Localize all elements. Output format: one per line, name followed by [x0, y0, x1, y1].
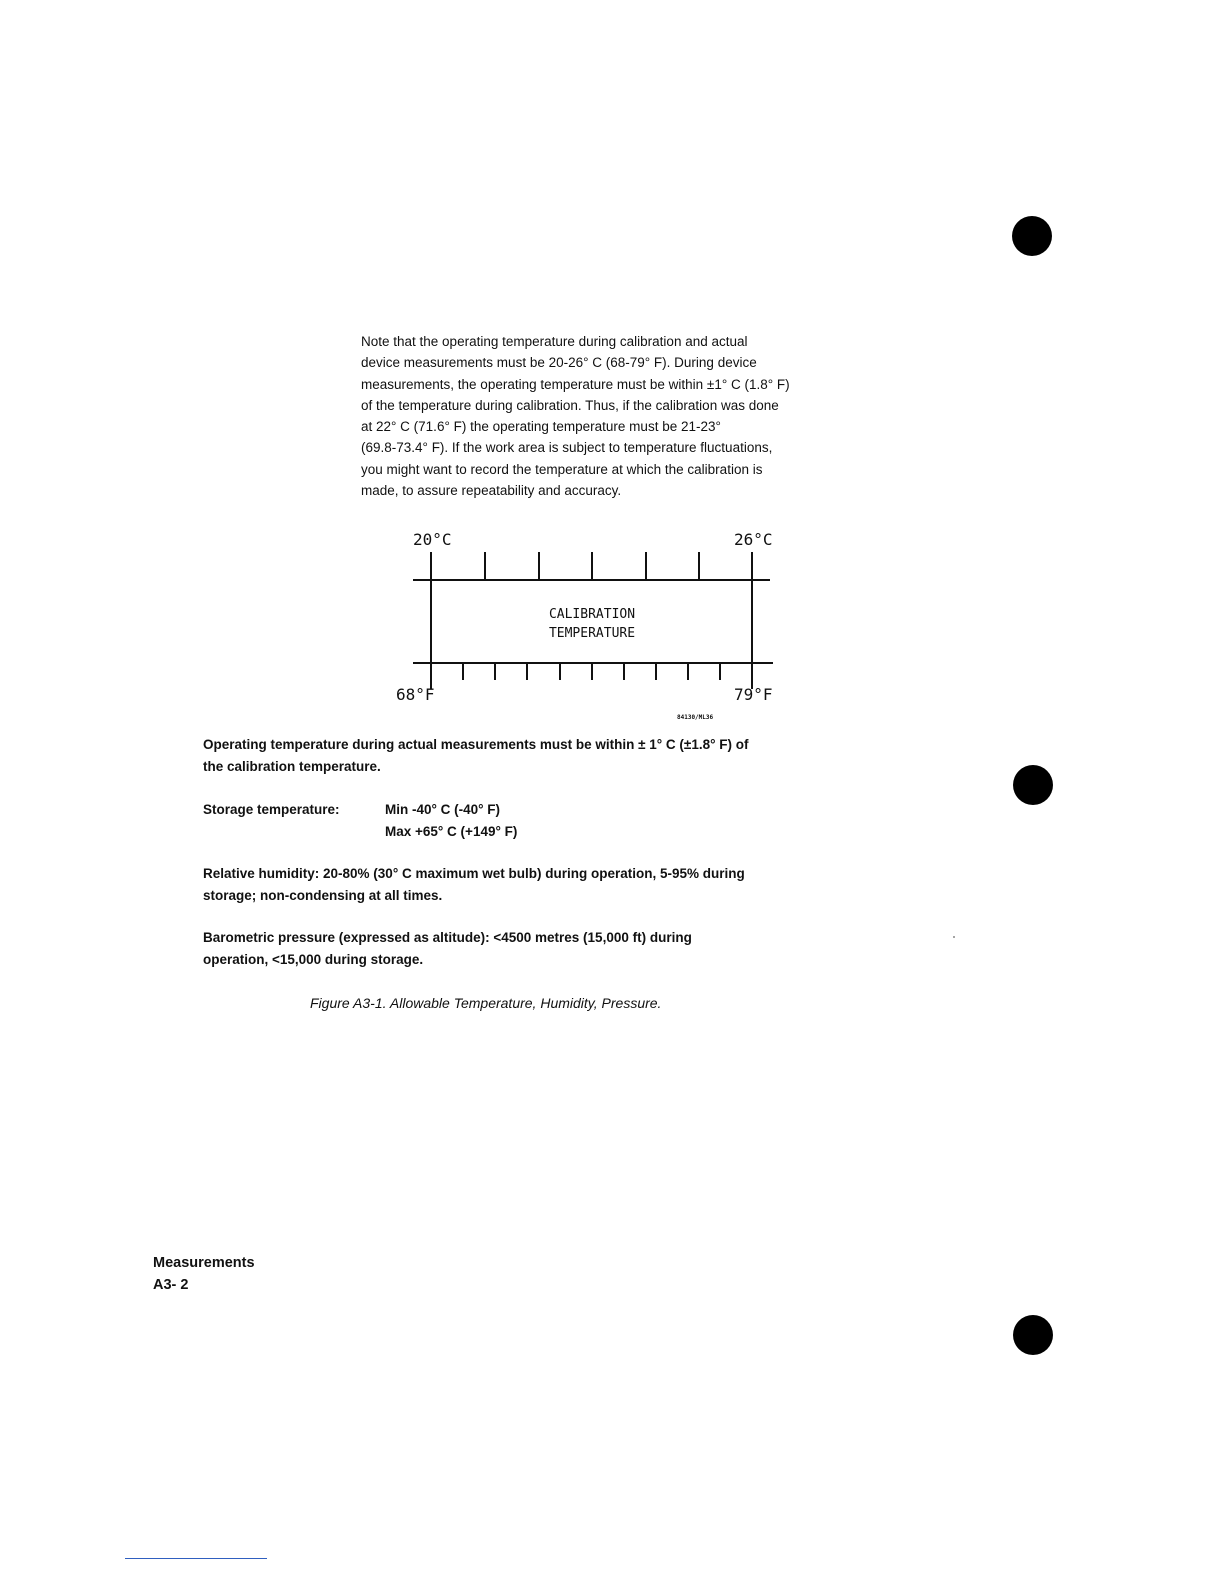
calibration-label-line1: CALIBRATION [548, 607, 636, 622]
fahrenheit-min-label: 68°F [396, 685, 435, 704]
storage-temperature-min: Min -40° C (-40° F) [385, 802, 501, 817]
intro-line: at 22° C (71.6° F) the operating temperature must be 21-23° [361, 419, 721, 435]
figure-caption: Figure A3-1. Allowable Temperature, Humidity, Pressure. [310, 995, 662, 1011]
calibration-temperature-diagram [0, 0, 1224, 760]
celsius-max-label: 26°C [734, 530, 773, 549]
intro-line: of the temperature during calibration. Thus, if the calibration was done [361, 397, 779, 413]
intro-line: (69.8-73.4° F). If the work area is subject to temperature fluctuations, [361, 440, 773, 456]
intro-line: measurements, the operating temperature must be within ±1° C (1.8° F) [361, 376, 790, 392]
footer-page-number: A3- 2 [153, 1277, 189, 1293]
fahrenheit-max-label: 79°F [734, 685, 773, 704]
intro-line: you might want to record the temperature at which the calibration is [361, 461, 763, 477]
figure-code: 84130/ML36 [677, 714, 714, 721]
fahrenheit-scale [413, 663, 773, 689]
intro-line: device measurements must be 20-26° C (68-79° F). During device [361, 355, 757, 371]
relative-humidity-spec: Relative humidity: 20-80% (30° C maximum wet bulb) during operation, 5-95% during [203, 866, 745, 881]
operating-temperature-spec: Operating temperature during actual measurements must be within ± 1° C (±1.8° F) of [203, 737, 749, 752]
operating-temperature-spec-cont: the calibration temperature. [203, 759, 381, 774]
celsius-scale [413, 552, 770, 580]
intro-line: made, to assure repeatability and accuracy. [361, 483, 622, 499]
calibration-label-line2: TEMPERATURE [548, 626, 636, 641]
barometric-pressure-spec-cont: operation, <15,000 during storage. [203, 952, 424, 967]
punch-hole [1013, 765, 1053, 805]
storage-temperature-label: Storage temperature: [203, 802, 340, 817]
celsius-min-label: 20°C [413, 530, 452, 549]
relative-humidity-spec-cont: storage; non-condensing at all times. [203, 888, 443, 903]
intro-line: Note that the operating temperature during calibration and actual [361, 334, 748, 349]
bottom-rule [125, 1558, 267, 1559]
barometric-pressure-spec: Barometric pressure (expressed as altitude): <4500 metres (15,000 ft) during [203, 930, 692, 945]
footer-section-title: Measurements [153, 1255, 255, 1271]
punch-hole [1013, 1315, 1053, 1355]
scan-speck [953, 936, 955, 938]
storage-temperature-max: Max +65° C (+149° F) [385, 824, 518, 839]
